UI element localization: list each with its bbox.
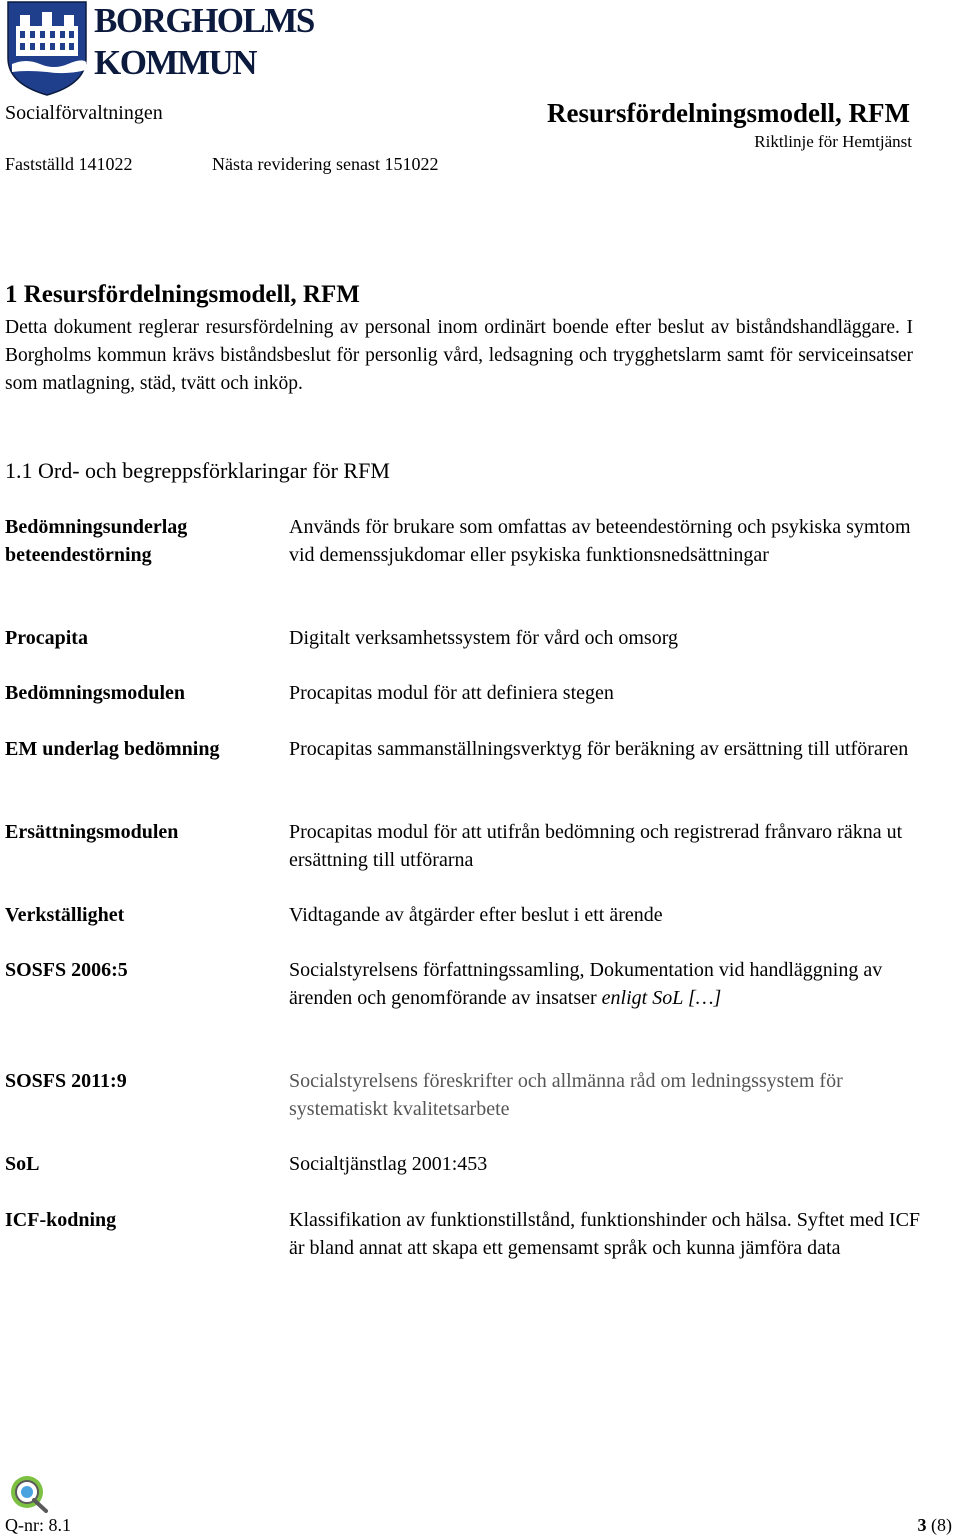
term-bedomningsunderlag: Bedömningsunderlag beteendestörning [5, 516, 188, 566]
page-current: 3 [917, 1515, 927, 1535]
definition-sosfs-2011-9: Socialstyrelsens föreskrifter och allmänna råd om ledningssystem för systematiskt kvalitetsarbete [289, 1070, 843, 1120]
q-number: Q-nr: 8.1 [5, 1515, 71, 1535]
term-sosfs-2006-5: SOSFS 2006:5 [5, 959, 128, 981]
logo-name-line1: BORGHOLMS [94, 1, 314, 40]
page-number [918, 1515, 953, 1536]
definition-ersattningsmodulen: Procapitas modul för att utifrån bedömning och registrerad frånvaro räkna ut ersättning till utförarna [289, 821, 903, 871]
definition-sosfs-2006-5 [289, 956, 929, 1012]
definition-sol: Socialtjänstlag 2001:453 [289, 1153, 488, 1175]
term-sol: SoL [5, 1153, 40, 1175]
document-title: Resursfördelningsmodell, RFM [547, 98, 910, 128]
term-em-underlag: EM underlag bedömning [5, 738, 220, 760]
document-subtitle: Riktlinje för Hemtjänst [754, 132, 912, 151]
definition-sosfs-2006-5-text: Socialstyrelsens författningssamling, Dokumentation vid handläggning av ärenden och genomförande av insatser [289, 959, 883, 1009]
definition-bedomningsmodulen: Procapitas modul för att definiera stegen [289, 682, 614, 704]
page-total: (8) [931, 1515, 952, 1535]
term-verkstallighet: Verkställighet [5, 904, 125, 926]
definition-procapita: Digitalt verksamhetssystem för vård och omsorg [289, 627, 679, 649]
borgholm-logo [6, 0, 336, 96]
logo-name-line2: KOMMUN [94, 43, 257, 82]
term-sosfs-2011-9: SOSFS 2011:9 [5, 1070, 127, 1092]
term-icf-kodning: ICF-kodning [5, 1209, 117, 1231]
term-bedomningsmodulen: Bedömningsmodulen [5, 682, 186, 704]
department-name: Socialförvaltningen [5, 102, 163, 124]
definition-em-underlag: Procapitas sammanställningsverktyg för beräkning av ersättning till utföraren [289, 738, 909, 760]
definition-icf-kodning: Klassifikation av funktionstillstånd, funktionshinder och hälsa. Syftet med ICF är bland annat att skapa ett gemensamt språk och kunna jämföra data [289, 1209, 921, 1259]
established-date: Fastställd 141022 [5, 154, 133, 174]
section-1-intro: Detta dokument reglerar resursfördelning av personal inom ordinärt boende efter beslut av biståndshandläggare. I Borgholms kommun krävs biståndsbeslut för personlig vård, ledsagning och trygghetslarm samt för serviceinsatser som matlagning, städ, tvätt och inköp. [5, 317, 913, 394]
term-procapita: Procapita [5, 627, 88, 649]
next-revision-date: Nästa revidering senast 151022 [212, 154, 439, 174]
definition-verkstallighet: Vidtagande av åtgärder efter beslut i ett ärende [289, 904, 663, 926]
section-1-1-heading: 1.1 Ord- och begreppsförklaringar för RFM [5, 458, 390, 483]
section-1-heading: 1 Resursfördelningsmodell, RFM [5, 281, 360, 308]
definition-bedomningsunderlag: Används för brukare som omfattas av beteendestörning och psykiska symtom vid demenssjukdomar eller psykiska funktionsnedsättningar [289, 516, 911, 566]
borgholm-castle-emblem-icon [6, 0, 88, 96]
quality-magnifier-icon [8, 1474, 52, 1514]
definition-sosfs-2006-5-italic: enligt SoL […] [601, 987, 722, 1009]
term-ersattningsmodulen: Ersättningsmodulen [5, 821, 179, 843]
